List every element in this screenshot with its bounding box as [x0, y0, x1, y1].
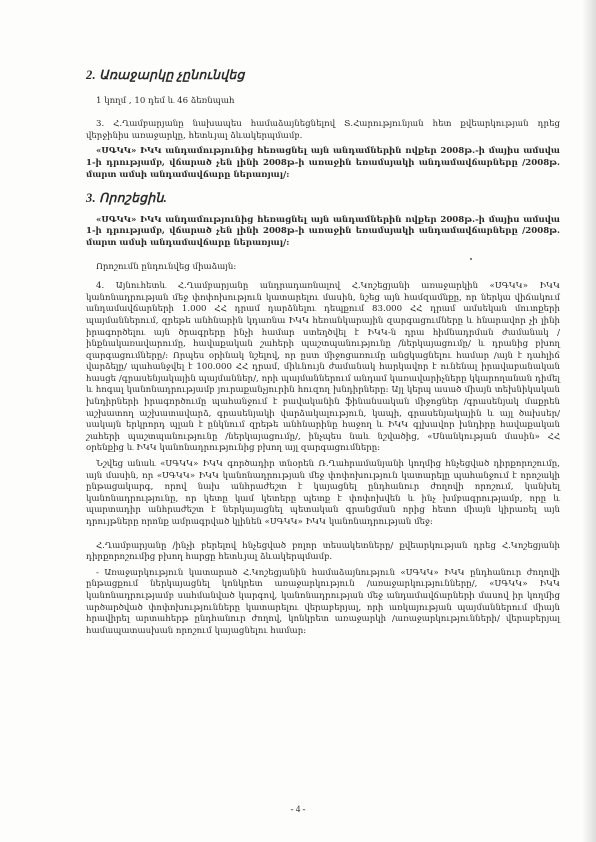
unanimous-note: Որոշումն ընդունվեց միաձայն:: [96, 261, 237, 272]
section-3-title: 3. Որոշեցին.: [86, 191, 167, 206]
paragraph-6: Հ.Ղամբարյանը /ինչի բերելով հնչեցված բոլոր տեսակետները/ քվեարկության դրեց Հ.Կոշեցյանի դիրքորոշումից բխող հարցը հետևյալ ձևակերպմամբ.: [86, 540, 560, 563]
section-2-title: 2. Առաջարկը չընունվեց: [86, 68, 245, 82]
decision-text: «ՍԳԿԿ» ԻԿԿ անդամությունից հեռացնել այն անդամներին ովքեր 2008թ.-ի մայիս ամսվա 1-ի դրությամբ, վճարած չեն լինի 2008թ-ի առաջին եռամսյակի անդամավճարները /2008թ. մարտ ամսի անդամավճարը ներառյալ/:: [86, 214, 560, 248]
paragraph-4: 4. Այնուհետև Հ.Ղամբարյանը անդրադառնալով Հ.Կոշեցյանի առաջարկին «ՍԳԿԿ» ԻԿԿ կանոնադրության մեջ փոփոխություն կատարելու մասին, նշեց այն համզամնքը, որ ներկա վիճակում անդամավճարների 1.000 ՀՀ դրամ դարձնելու դեպքում 83.000 ՀՀ դրամ ամսեկան մուտքերի պայմաններում, զրեթե անհնարին կդառնա ԻԿԿ հեռանկարային զարգացումները և հնարավոր չի լինի իրագործելու այն ծրագրերը ինչի համար ստեղծվել է ԻԿԿ-ն դրա հիմնադրման ժամանակ /ինքնակառավարումը, հավաքական շահերի պաշտպանությունը /ներկայացումը/ և դրանից բխող զարգացումները/: Որպես օրինակ նշելով, որ ըստ միջոցառումը անցկացնելու համար /այն է դահլիճ վարձելը/ պահանջվել է 100.000 ՀՀ դրամ, միևնույն ժամանակ հարկավոր է ունենալ իրավաբանական հասցե /գրասենյակային պայմաններ/, որի պայմաններում անդամ կառավարիչները կկարողանան դիմել և հոգալ կանոնադրությամբ յուրաքանչյուրին հուզող խնդիրները: Այլ կերպ ասած միայն տեխնիկական խնդիրների իրագործումը պահանջում է բավականին ֆինանսական միջոցներ /գրասենյակ մաքրեն աշխատող աշխատավարձ, գրասենյակի վարձակալություն, կապի, գրասենյակային և այլ ծախսեր/ սակայն երկրորդ պլան է ընկնում զրեթե անհնարինը հաջող և ԻԿԿ գլխավոր խնդիրը հավաքական շահերի պաշտպանությունը /ներկայացումը/, ինչպես նաև նշվածից, «Սնանկության մասին» ՀՀ օրենքից և ԻԿԿ կանոնադրությունից բխող այլ զարգացումները:: [86, 281, 560, 454]
paragraph-3: 3. Հ.Ղամբարյանը նախապես համաձայնեցնելով Տ.Հարությունյան հետ քվեարկության դրեց վերջինիս առաջարկը, հետևյալ ձևակերպմամբ.: [86, 119, 560, 141]
paragraph-3-proposal: «ՍԳԿԿ» ԻԿԿ անդամությունից հեռացնել այն անդամներին ովքեր 2008թ.-ի մայիս ամսվա 1-ի դրությամբ, վճարած չեն լինի 2008թ-ի առաջին եռամսյակի անդամավճարները /2008թ. մարտ ամսի անդամավճարը ներառյալ/:: [86, 146, 560, 180]
page-edge-shadow: [582, 0, 596, 842]
page-number: - 4 -: [290, 804, 306, 814]
paragraph-5: Նշվեց անաև «ՍԳԿԿ» ԻԿԿ գործադիր տնօրեն Ռ.Ղահրամանյանի կողմից հնչեցված դիրքորոշումը, այն մասին, որ «ՍԳԿԿ» ԻԿԿ կանոնադրության մեջ փոփոխություն կատարելը պահանջում է որոշակի ընթացակարգ, որով նախ անհրաժեշտ է կայացնել ընդհանուր ժողովի որոշում, կանխել կանոնադրությունը, որ կետը կամ կետերը պետք է փոփոխվեն և ինչ խմբագրությամբ, որը և պարտադիր անհրաժեշտ է ներկայացնել պետական գրանցման որից հետո միայն կիրառել այն դրույթները որոնք ամրագրված կլինեն «ՍԳԿԿ» ԻԿԿ կանոնադրության մեջ:: [86, 459, 560, 527]
paragraph-7: - Առաջարկություն կատարած Հ.Կոշեցյանին համաձայնություն «ՍԳԿԿ» ԻԿԿ ընդհանուր ժողովի ընթացքում ներկայացնել կոնկրետ առաջարկություն /առաջարկությունները/, «ՍԳԿԿ» ԻԿԿ կանոնադրությամբ սահմանված կարգով, կանոնադրության մեջ անդամավճարների մասով իր կողմից արծարծված փոփոխությունները կատարելու վերաբերյալ, որի առկայության պայմաններում միայն հրավիրել արտահերթ ընդհանուր ժողով, կոնկրետ առաջարկի /առաջարկությունների/ վերաբերյալ համապատասխան որոշում կայացնելու համար:: [86, 567, 560, 636]
scan-speck: [470, 258, 472, 260]
vote-result: 1 կողմ , 10 դեմ և 46 ձեռնպահ: [96, 95, 235, 106]
document-body: [86, 60, 560, 641]
